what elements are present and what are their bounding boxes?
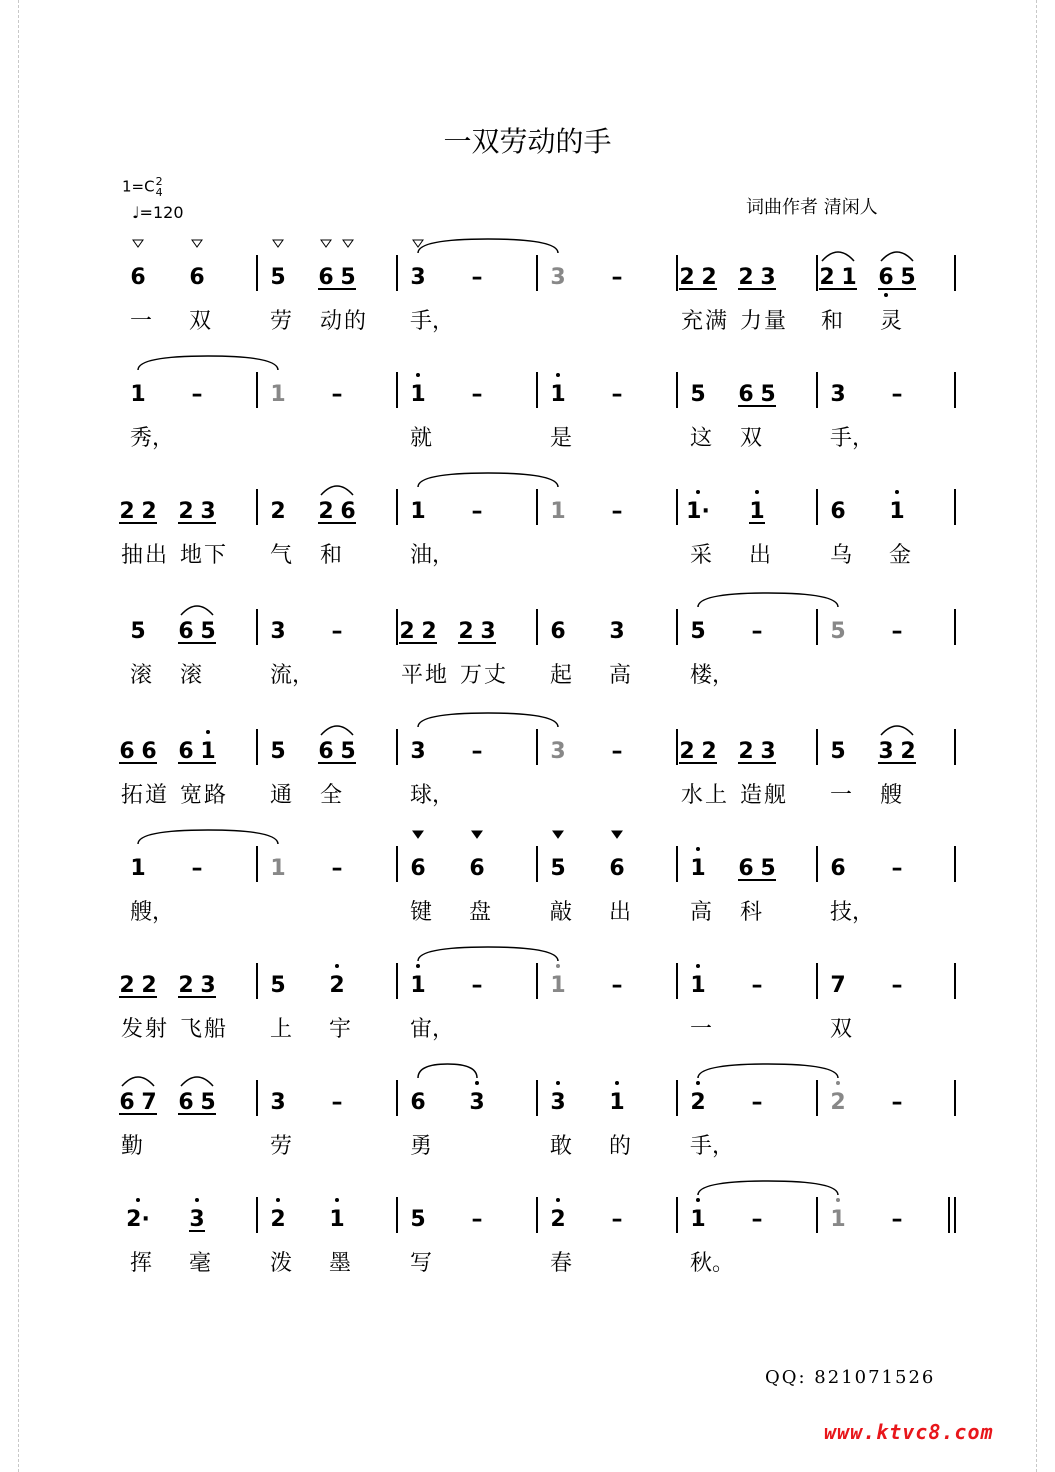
dash-mark: – [891, 619, 903, 644]
note: 5 [340, 739, 356, 764]
note: 2 [178, 499, 194, 524]
dash-mark: – [611, 265, 623, 290]
lyric: 金 [889, 543, 912, 568]
lyric: 灵 [880, 309, 905, 334]
note: 5 [900, 265, 916, 290]
note: 3 [878, 739, 894, 764]
lyric: 这 [690, 426, 713, 451]
slur [881, 252, 913, 261]
note: 2 [679, 739, 695, 764]
note: 5 [760, 382, 776, 407]
dash-mark: – [471, 739, 483, 764]
time-signature: 2 4 [155, 175, 163, 199]
lyric: 盘 [469, 900, 492, 925]
note: 6 [178, 1090, 194, 1115]
note: 1· [686, 499, 710, 524]
lyric: 滚 [130, 663, 153, 688]
octave-dot-above [556, 1198, 560, 1202]
accent-mark [413, 240, 423, 247]
dash-mark: – [891, 856, 903, 881]
note: 2 [119, 499, 135, 524]
dash-mark: – [891, 1090, 903, 1115]
tie [418, 1064, 477, 1078]
octave-dot-above [836, 1081, 840, 1085]
note: 6 [738, 856, 754, 881]
octave-dot-above [475, 1081, 479, 1085]
note: 6 [318, 739, 334, 764]
octave-dot-above [696, 1198, 700, 1202]
note: 2 [119, 973, 135, 998]
note: 6 [878, 265, 894, 290]
score-row [126, 1181, 955, 1276]
lyric: 科 [740, 900, 765, 925]
note: 5 [690, 382, 706, 407]
note: 5 [200, 619, 216, 644]
note: 2 [701, 265, 717, 290]
accent-mark [273, 240, 283, 247]
lyric: 充满 [681, 309, 730, 334]
note: 6 [550, 619, 566, 644]
octave-dot-above [416, 373, 420, 377]
note: 1 [550, 382, 566, 407]
note: 5 [550, 856, 566, 881]
slur [822, 252, 854, 261]
note: 3 [830, 382, 846, 407]
score-row [130, 593, 955, 688]
note: 2· [126, 1207, 150, 1232]
dash-mark: – [611, 739, 623, 764]
note: 5 [340, 265, 356, 290]
note: 1 [410, 499, 426, 524]
note: 1 [550, 973, 566, 998]
note: 2 [738, 265, 754, 290]
lyric: 抽出 [121, 543, 170, 568]
lyric: 墨 [329, 1251, 352, 1276]
dash-mark: – [331, 382, 343, 407]
lyric: 泼 [270, 1251, 293, 1276]
octave-dot-above [696, 847, 700, 851]
lyric: 双 [189, 309, 212, 334]
note: 3 [270, 1090, 286, 1115]
note: 2 [178, 973, 194, 998]
note: 2 [830, 1090, 846, 1115]
dash-mark: – [191, 382, 203, 407]
note: 1 [690, 973, 706, 998]
lyric: 拓道 [121, 783, 170, 808]
octave-dot-above [895, 490, 899, 494]
note: 7 [830, 973, 846, 998]
lyric: 球， [410, 783, 455, 808]
slur [321, 726, 353, 735]
note: 1 [270, 382, 286, 407]
note: 2 [458, 619, 474, 644]
note: 1 [130, 382, 146, 407]
lyric: 采 [690, 543, 713, 568]
note: 3 [410, 265, 426, 290]
note: 5 [270, 265, 286, 290]
octave-dot-below [884, 293, 888, 297]
lyric: 一 [130, 309, 153, 334]
slur [122, 1077, 154, 1086]
note: 3 [550, 739, 566, 764]
dash-mark: – [471, 265, 483, 290]
tempo-marking: ♩=120 [132, 203, 184, 222]
lyric: 手， [410, 309, 455, 334]
lyric: 上 [270, 1017, 293, 1042]
slur [181, 606, 213, 615]
note: 6 [830, 856, 846, 881]
note: 1 [550, 499, 566, 524]
lyric: 油， [410, 543, 455, 568]
score-row [130, 830, 955, 925]
note: 2 [550, 1207, 566, 1232]
note: 1 [329, 1207, 345, 1232]
dash-mark: – [751, 1090, 763, 1115]
site-logo: www.ktvc8.com [824, 1420, 994, 1444]
score-row [119, 473, 955, 568]
key-signature: 1=C [122, 177, 155, 196]
dash-mark: – [891, 1207, 903, 1232]
note: 6 [738, 382, 754, 407]
octave-dot-above [335, 964, 339, 968]
note: 5 [760, 856, 776, 881]
note: 5 [690, 619, 706, 644]
note: 6 [178, 619, 194, 644]
accent-mark [192, 240, 202, 247]
note: 5 [830, 619, 846, 644]
note: 6 [410, 856, 426, 881]
score-row [130, 356, 955, 451]
octave-dot-above [556, 373, 560, 377]
note: 6 [178, 739, 194, 764]
note: 6 [119, 1090, 135, 1115]
note: 1 [130, 856, 146, 881]
accent-mark [321, 240, 331, 247]
note: 1 [200, 739, 216, 764]
tie [138, 356, 278, 370]
note: 3 [410, 739, 426, 764]
note: 2 [819, 265, 835, 290]
note: 6 [609, 856, 625, 881]
note: 1 [690, 856, 706, 881]
song-title: 一双劳动的手 [443, 125, 612, 158]
lyric: 手， [690, 1134, 735, 1159]
lyric: 和 [320, 543, 345, 568]
note: 3 [200, 499, 216, 524]
note: 5 [410, 1207, 426, 1232]
note: 1 [889, 499, 905, 524]
octave-dot-above [556, 1081, 560, 1085]
lyric: 力量 [740, 309, 789, 334]
accent-mark [413, 831, 423, 838]
lyric: 地下 [180, 543, 229, 568]
tie [418, 239, 558, 253]
dash-mark: – [331, 856, 343, 881]
lyric: 出 [749, 543, 772, 568]
note: 3 [550, 1090, 566, 1115]
note: 6 [130, 265, 146, 290]
note: 5 [200, 1090, 216, 1115]
note: 1 [841, 265, 857, 290]
lyric: 造舰 [740, 783, 789, 808]
credit: 词曲作者 清闲人 [746, 197, 878, 218]
tie [418, 713, 558, 727]
note: 2 [270, 1207, 286, 1232]
dash-mark: – [611, 499, 623, 524]
octave-dot-above [206, 730, 210, 734]
note: 2 [738, 739, 754, 764]
lyric: 敲 [550, 900, 573, 925]
lyric: 双 [830, 1017, 853, 1042]
slur [181, 1077, 213, 1086]
octave-dot-above [136, 1198, 140, 1202]
dash-mark: – [751, 619, 763, 644]
tie [418, 947, 558, 961]
note: 2 [329, 973, 345, 998]
lyric: 宇 [329, 1017, 352, 1042]
lyric: 艘 [880, 783, 905, 808]
lyric: 就 [410, 426, 433, 451]
note: 5 [830, 739, 846, 764]
note: 2 [421, 619, 437, 644]
lyric: 秋。 [690, 1251, 735, 1276]
dash-mark: – [611, 973, 623, 998]
lyric: 宽路 [180, 783, 229, 808]
lyric: 起 [550, 663, 573, 688]
note: 5 [130, 619, 146, 644]
note: 1 [609, 1090, 625, 1115]
lyric: 乌 [830, 543, 853, 568]
lyric: 水上 [681, 783, 730, 808]
tie [418, 473, 558, 487]
tie [698, 1181, 838, 1195]
lyric: 滚 [180, 663, 205, 688]
lyric: 敢 [550, 1134, 573, 1159]
score-row [130, 239, 955, 334]
note: 2 [679, 265, 695, 290]
octave-dot-above [696, 964, 700, 968]
note: 3 [760, 265, 776, 290]
note: 2 [141, 499, 157, 524]
lyric: 动的 [320, 309, 369, 334]
dash-mark: – [331, 1090, 343, 1115]
note: 2 [900, 739, 916, 764]
note: 1 [830, 1207, 846, 1232]
lyric: 流， [270, 663, 315, 688]
note: 5 [270, 973, 286, 998]
octave-dot-above [195, 1198, 199, 1202]
lyric: 发射 [121, 1017, 170, 1042]
note: 2 [690, 1090, 706, 1115]
note: 6 [119, 739, 135, 764]
note: 1 [749, 499, 765, 524]
note: 2 [701, 739, 717, 764]
lyric: 宙， [410, 1017, 455, 1042]
lyric: 键 [410, 900, 433, 925]
note: 6 [189, 265, 205, 290]
lyric: 和 [821, 309, 846, 334]
lyric: 手， [830, 426, 875, 451]
note: 6 [318, 265, 334, 290]
dash-mark: – [891, 973, 903, 998]
lyric: 写 [410, 1251, 433, 1276]
accent-mark [553, 831, 563, 838]
dash-mark: – [191, 856, 203, 881]
note: 1 [270, 856, 286, 881]
tie [698, 1064, 838, 1078]
dash-mark: – [611, 1207, 623, 1232]
lyric: 是 [550, 426, 573, 451]
slur [881, 726, 913, 735]
accent-mark [472, 831, 482, 838]
lyric: 艘， [130, 900, 175, 925]
lyric: 劳 [270, 1134, 293, 1159]
lyric: 楼， [690, 663, 735, 688]
dash-mark: – [611, 382, 623, 407]
lyric: 劳 [270, 309, 293, 334]
lyric: 气 [270, 543, 293, 568]
note: 1 [410, 382, 426, 407]
lyric: 高 [690, 900, 713, 925]
note: 3 [270, 619, 286, 644]
lyric: 出 [609, 900, 632, 925]
note: 5 [270, 739, 286, 764]
note: 6 [469, 856, 485, 881]
note: 1 [690, 1207, 706, 1232]
octave-dot-above [276, 1198, 280, 1202]
lyric: 挥 [130, 1251, 153, 1276]
note: 3 [550, 265, 566, 290]
octave-dot-above [335, 1198, 339, 1202]
lyric: 技， [830, 900, 875, 925]
lyric: 的 [609, 1134, 632, 1159]
score-row [119, 947, 955, 1042]
note: 2 [141, 973, 157, 998]
octave-dot-above [696, 1081, 700, 1085]
octave-dot-above [615, 1081, 619, 1085]
note: 6 [830, 499, 846, 524]
tie [138, 830, 278, 844]
lyric: 春 [550, 1251, 573, 1276]
accent-mark [612, 831, 622, 838]
lyric: 毫 [189, 1251, 212, 1276]
score-row [119, 1064, 955, 1159]
note: 7 [141, 1090, 157, 1115]
dash-mark: – [331, 619, 343, 644]
slur [321, 486, 353, 495]
quarter-note-icon: ♩ [132, 203, 140, 222]
dash-mark: – [471, 382, 483, 407]
note: 3 [760, 739, 776, 764]
tie [698, 593, 838, 607]
octave-dot-above [416, 964, 420, 968]
note: 3 [189, 1207, 205, 1232]
lyric: 勇 [410, 1134, 433, 1159]
accent-mark [133, 240, 143, 247]
lyric: 飞船 [180, 1017, 229, 1042]
score-row [119, 713, 955, 808]
lyric: 通 [270, 783, 293, 808]
note: 3 [480, 619, 496, 644]
lyric: 全 [320, 783, 345, 808]
note: 2 [318, 499, 334, 524]
lyric: 万丈 [460, 663, 509, 688]
dash-mark: – [891, 382, 903, 407]
octave-dot-above [836, 1198, 840, 1202]
octave-dot-above [755, 490, 759, 494]
note: 6 [141, 739, 157, 764]
accent-mark [343, 240, 353, 247]
lyric: 一 [690, 1017, 713, 1042]
lyric: 勤 [121, 1134, 146, 1159]
note: 3 [469, 1090, 485, 1115]
note: 2 [399, 619, 415, 644]
note: 3 [609, 619, 625, 644]
octave-dot-above [556, 964, 560, 968]
dash-mark: – [471, 1207, 483, 1232]
note: 1 [410, 973, 426, 998]
lyric: 秀， [130, 426, 175, 451]
dash-mark: – [751, 1207, 763, 1232]
dash-mark: – [751, 973, 763, 998]
note: 2 [270, 499, 286, 524]
lyric: 一 [830, 783, 853, 808]
lyric: 高 [609, 663, 632, 688]
dash-mark: – [471, 973, 483, 998]
dash-mark: – [471, 499, 483, 524]
note: 3 [200, 973, 216, 998]
note: 6 [340, 499, 356, 524]
lyric: 双 [740, 426, 765, 451]
lyric: 平地 [401, 663, 450, 688]
note: 6 [410, 1090, 426, 1115]
octave-dot-above [696, 490, 700, 494]
qq-contact: QQ: 821071526 [765, 1367, 936, 1388]
